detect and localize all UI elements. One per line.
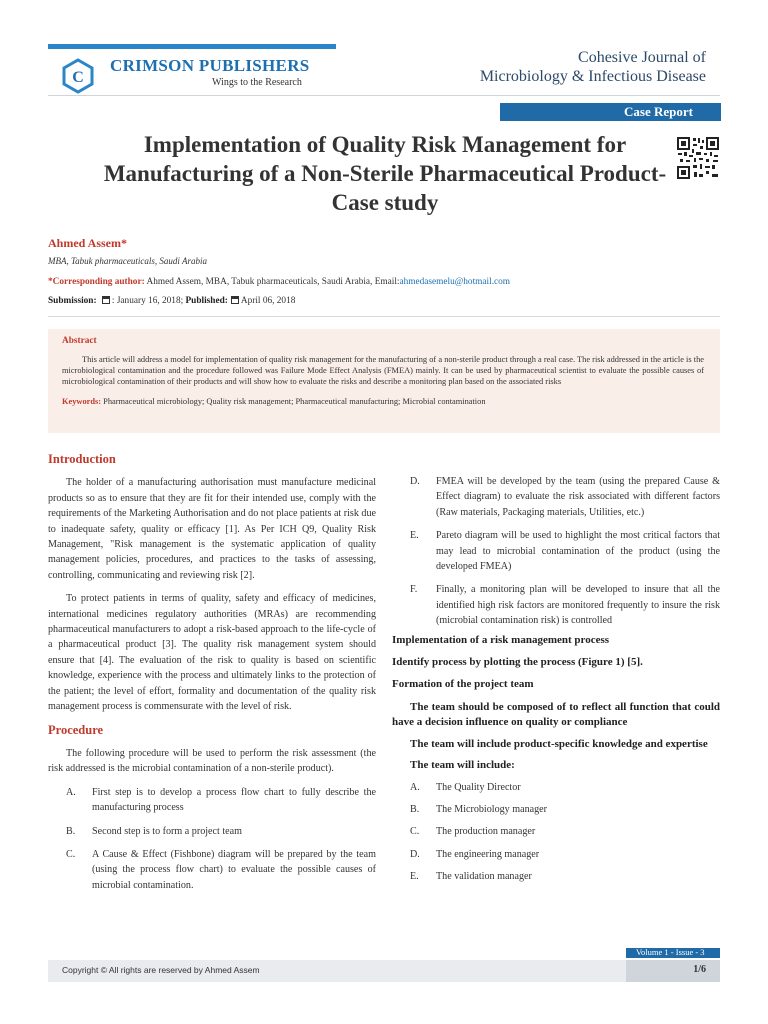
subheading-project-team: Formation of the project team: [392, 678, 534, 691]
header-accent-bar: [48, 44, 336, 49]
list-marker: E.: [410, 530, 419, 542]
article-type-badge: [500, 103, 721, 121]
logo-letter: C: [72, 69, 84, 86]
submission-label: Submission:: [48, 296, 97, 306]
keywords-label: Keywords:: [62, 396, 102, 406]
list-item: [392, 582, 720, 628]
published-label: Published:: [185, 296, 228, 306]
list-text: First step is to develop a process flow chart to fully describe the manufacturing process: [92, 786, 376, 814]
list-marker: C.: [410, 826, 420, 838]
volume-label: Volume 1 - Issue - 3: [636, 947, 705, 957]
list-item: [392, 474, 720, 520]
left-column: [48, 452, 376, 901]
journal-name-line1: Cohesive Journal of: [578, 49, 706, 66]
copyright-text: Copyright © All rights are reserved by Ahmed Assem: [62, 965, 260, 975]
author-affiliation: MBA, Tabuk pharmaceuticals, Saudi Arabia: [48, 256, 207, 266]
section-divider: [48, 316, 720, 317]
team-composition-paragraph: The team should be composed of to reflect all function that could have a decision influence on quality or compliance: [392, 700, 720, 729]
subheading-risk-process: Implementation of a risk management process: [392, 633, 610, 646]
intro-paragraph-2: To protect patients in terms of quality, safety and efficacy of medicines, international medicines regulatory authorities (MRAs) are recommending pharmaceutical manufacturers to adopt a risk-based approach to the life-cycle of a pharmaceutical product [3]. The quality risk management system should ensure that [4]. The evaluation of the risk to quality is based on scientific knowledge, experience with the process and ultimately links to the protection of the patient; the level of effort, formality and documentation of the quality risk management process is commensurate with the level of risk.: [48, 593, 376, 713]
journal-name-line2: Microbiology & Infectious Disease: [479, 68, 706, 85]
list-marker: B.: [66, 825, 76, 837]
list-marker: D.: [410, 848, 420, 860]
list-item: [392, 528, 720, 574]
list-item: [48, 824, 376, 839]
list-marker: B.: [410, 803, 420, 815]
page-number-box: [626, 960, 720, 982]
list-item: [48, 847, 376, 893]
email-link[interactable]: ahmedasemelu@hotmail.com: [399, 277, 511, 287]
procedure-paragraph: The following procedure will be used to perform the risk assessment (the risk addressed is the microbial contamination of a non-sterile product).: [48, 747, 376, 775]
team-member-item: [392, 869, 720, 884]
corresponding-label: *Corresponding author:: [48, 277, 145, 287]
abstract-heading: Abstract: [62, 336, 97, 346]
publication-dates: [48, 296, 295, 306]
list-text: A Cause & Effect (Fishbone) diagram will be prepared by the team (using the process flow chart) to evaluate the possible causes of microbial contamination.: [92, 848, 376, 891]
list-marker: A.: [410, 781, 420, 793]
corresponding-text: Ahmed Assem, MBA, Tabuk pharmaceuticals, Saudi Arabia, Email:: [144, 277, 400, 287]
team-member-item: [392, 824, 720, 839]
page-number: 1/6: [693, 964, 706, 975]
team-member-item: [392, 780, 720, 795]
published-date: April 06, 2018: [240, 296, 296, 306]
page-footer: [48, 960, 720, 982]
team-member: The Microbiology manager: [436, 803, 547, 815]
crimson-logo-icon: [60, 58, 96, 94]
right-column: [392, 474, 720, 892]
team-member: The validation manager: [436, 871, 532, 883]
team-expertise-paragraph: The team will include product-specific knowledge and expertise: [410, 737, 708, 750]
header-divider: [48, 95, 720, 96]
list-text: FMEA will be developed by the team (using the prepared Cause & Effect diagram) to evaluate the risk associated with different factors (Raw materials, Packaging materials, Utilities, etc.): [436, 476, 720, 518]
article-title: Implementation of Quality Risk Management for Manufacturing of a Non-Sterile Pharmaceutical Product- Case study: [103, 132, 667, 215]
abstract-text: This article will address a model for implementation of quality risk management for the manufacturing of a non-sterile product through a real case. The risk addressed in the article is the microbiological contamination and the procedure followed was Failure Mode Effect Analysis (FMEA) mainly. It can be used by pharmaceutical scientist to evaluate the possible causes of microbiological contamination of their products and will show how to evaluate the risks and describe a monitoring plan based on the associated risks: [62, 355, 704, 387]
list-item: [48, 785, 376, 816]
list-marker: D.: [410, 476, 420, 487]
corresponding-author: [48, 277, 510, 287]
list-text: Second step is to form a project team: [92, 825, 242, 837]
keywords-text: Pharmaceutical microbiology; Quality risk management; Pharmaceutical manufacturing; Microbial contamination: [103, 396, 486, 406]
publisher-name: CRIMSON PUBLISHERS: [110, 56, 310, 75]
abstract-box: [48, 329, 720, 433]
team-include-heading: The team will include:: [410, 759, 515, 772]
procedure-heading: Procedure: [48, 722, 104, 737]
intro-paragraph-1: The holder of a manufacturing authorisation must manufacture medicinal products so as to ensure that they are fit for their intended use, comply with the requirements of the Marketing Authorisation and do not place patients at risk due to inadequate safety, quality or efficacy [1]. As Per ICH Q9, Quality Risk Management, "Risk management is the systematic application of quality management policies, procedures, and practices to the tasks of assessing, controlling, communicating and reviewing risk [2].: [48, 477, 376, 581]
qr-code-icon[interactable]: [676, 136, 720, 180]
subheading-identify-process: Identify process by plotting the process (Figure 1) [5].: [392, 656, 643, 669]
list-text: Pareto diagram will be used to highlight the most critical factors that may lead to microbial contamination of the product (using the developed FMEA): [436, 530, 720, 573]
calendar-icon: [231, 296, 239, 304]
submission-date: : January 16, 2018;: [111, 296, 184, 306]
team-member: The production manager: [436, 826, 536, 838]
team-member-item: [392, 847, 720, 862]
team-member: The engineering manager: [436, 848, 540, 860]
team-member: The Quality Director: [436, 781, 521, 793]
publisher-tagline: Wings to the Research: [212, 77, 302, 88]
list-marker: E.: [410, 871, 419, 883]
calendar-icon: [102, 296, 110, 304]
introduction-heading: Introduction: [48, 452, 116, 466]
author-name: Ahmed Assem*: [48, 236, 128, 250]
list-marker: C.: [66, 848, 76, 860]
list-marker: F.: [410, 584, 418, 596]
list-text: Finally, a monitoring plan will be developed to insure that all the identified high risk factors are monitored frequently to insure the risk (microbial contamination risk) is controlled: [436, 584, 720, 627]
team-member-item: [392, 802, 720, 817]
keywords: [62, 397, 704, 406]
volume-badge: [626, 948, 720, 958]
article-type-label: Case Report: [624, 104, 693, 119]
list-marker: A.: [66, 786, 76, 798]
